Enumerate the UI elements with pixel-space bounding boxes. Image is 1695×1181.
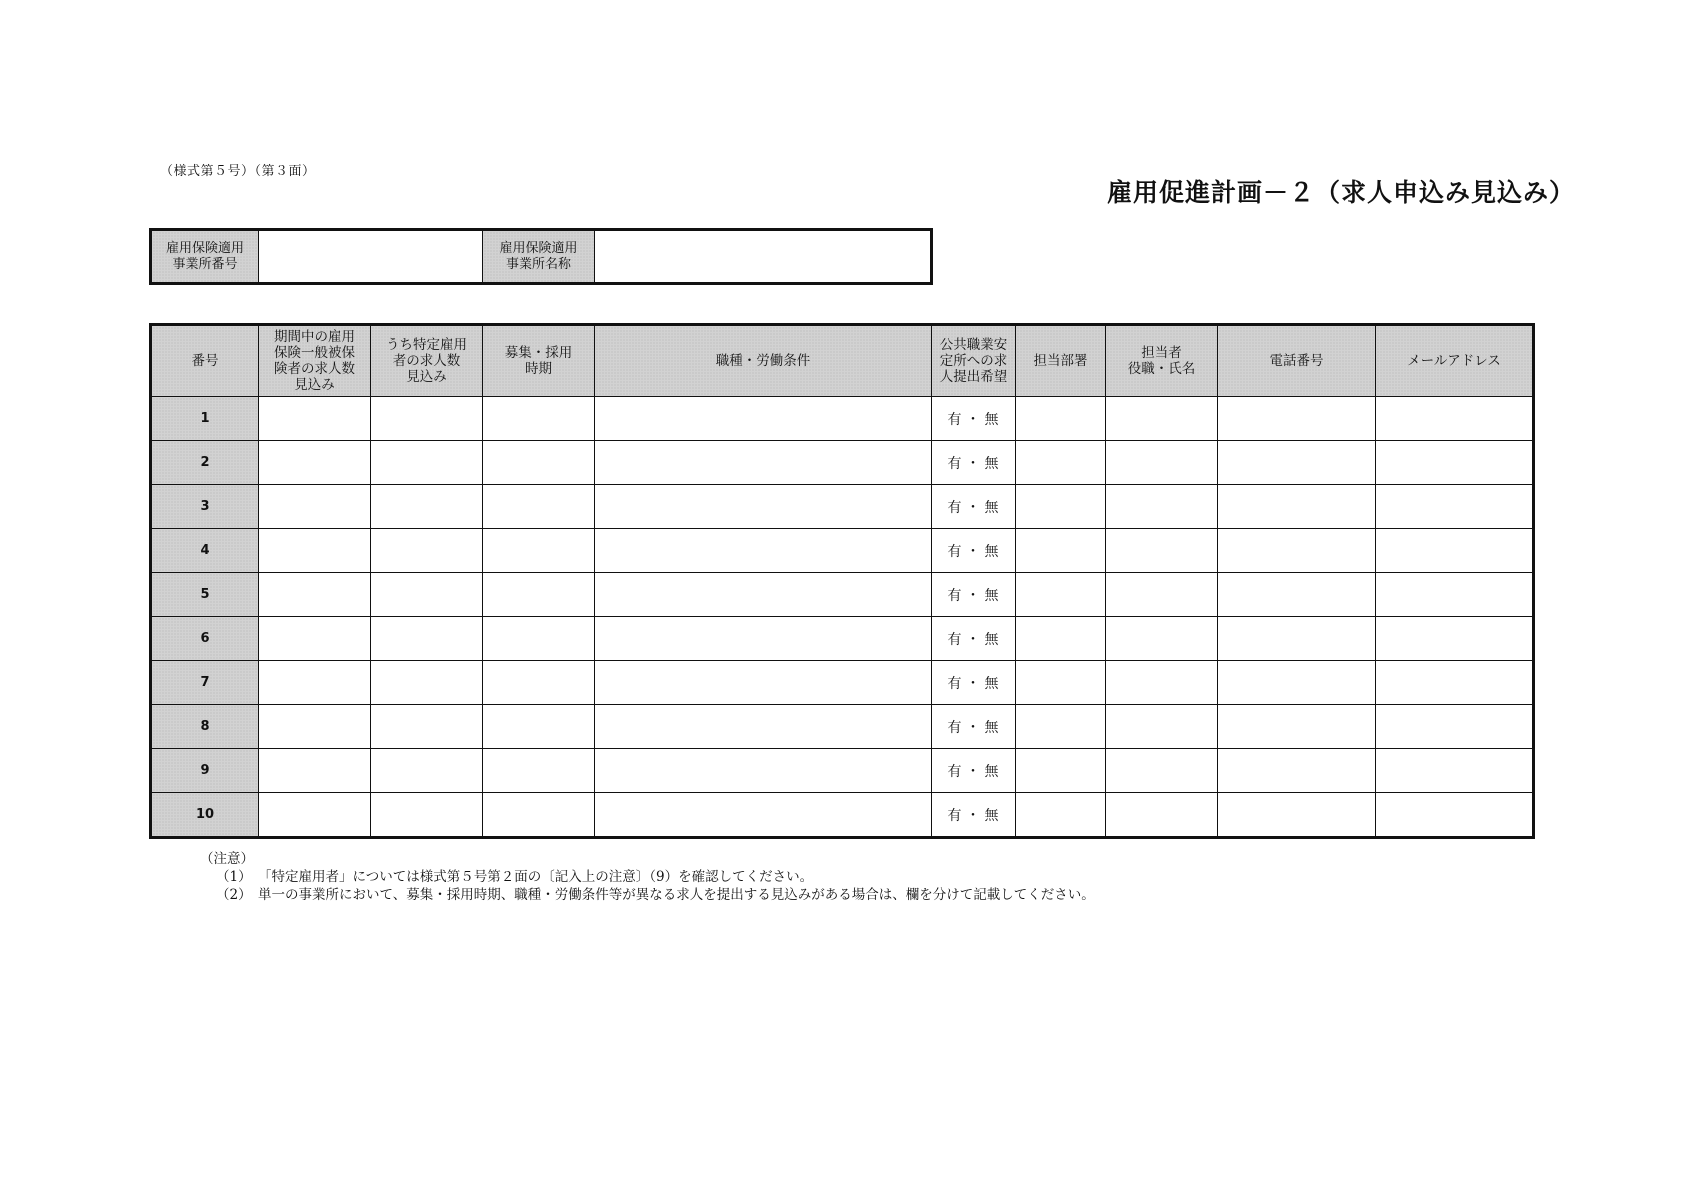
recruitment-period-cell[interactable]	[483, 661, 595, 705]
table-row	[151, 573, 1534, 617]
row-number: 2	[151, 441, 259, 485]
header-email: メールアドレス	[1376, 325, 1534, 397]
row-number: 3	[151, 485, 259, 529]
header-contact-person: 担当者 役職・氏名	[1106, 325, 1218, 397]
department-cell[interactable]	[1016, 617, 1106, 661]
email-cell[interactable]	[1376, 441, 1534, 485]
email-cell[interactable]	[1376, 617, 1534, 661]
recruitment-period-cell[interactable]	[483, 617, 595, 661]
job-conditions-cell[interactable]	[595, 661, 932, 705]
row-number: 5	[151, 573, 259, 617]
yes-option[interactable]: 有	[947, 631, 963, 648]
job-conditions-cell[interactable]	[595, 441, 932, 485]
hello-work-request-cell[interactable]	[932, 793, 1016, 838]
note-item	[200, 868, 1095, 886]
specified-offers-cell[interactable]	[371, 573, 483, 617]
row-number: 8	[151, 705, 259, 749]
row-number: 7	[151, 661, 259, 705]
contact-person-cell[interactable]	[1106, 793, 1218, 838]
job-conditions-cell[interactable]	[595, 397, 932, 441]
contact-person-cell[interactable]	[1106, 573, 1218, 617]
department-cell[interactable]	[1016, 397, 1106, 441]
hello-work-request-cell[interactable]	[932, 749, 1016, 793]
job-conditions-cell[interactable]	[595, 749, 932, 793]
table-row	[151, 705, 1534, 749]
total-offers-cell[interactable]	[259, 529, 371, 573]
contact-person-cell[interactable]	[1106, 485, 1218, 529]
specified-offers-cell[interactable]	[371, 529, 483, 573]
phone-cell[interactable]	[1218, 617, 1376, 661]
note-item	[200, 886, 1095, 904]
email-cell[interactable]	[1376, 573, 1534, 617]
email-cell[interactable]	[1376, 749, 1534, 793]
contact-person-cell[interactable]	[1106, 441, 1218, 485]
job-offer-table	[149, 323, 1535, 839]
note-text: 単一の事業所において、募集・採用時期、職種・労働条件等が異なる求人を提出する見込みがある場合は、欄を分けて記載してください。	[258, 887, 1095, 903]
contact-person-cell[interactable]	[1106, 705, 1218, 749]
job-conditions-cell[interactable]	[595, 573, 932, 617]
header-hello-work-request: 公共職業安 定所への求 人提出希望	[932, 325, 1016, 397]
total-offers-cell[interactable]	[259, 485, 371, 529]
note-marker: （1）	[216, 869, 252, 885]
table-row	[151, 617, 1534, 661]
phone-cell[interactable]	[1218, 397, 1376, 441]
email-cell[interactable]	[1376, 661, 1534, 705]
contact-person-cell[interactable]	[1106, 397, 1218, 441]
no-option[interactable]: 無	[984, 543, 1000, 560]
phone-cell[interactable]	[1218, 749, 1376, 793]
option-separator: ・	[966, 587, 981, 604]
yes-option[interactable]: 有	[947, 455, 963, 472]
row-number: 1	[151, 397, 259, 441]
recruitment-period-cell[interactable]	[483, 793, 595, 838]
specified-offers-cell[interactable]	[371, 397, 483, 441]
hello-work-request-cell[interactable]	[932, 397, 1016, 441]
option-separator: ・	[966, 807, 981, 824]
recruitment-period-cell[interactable]	[483, 441, 595, 485]
department-cell[interactable]	[1016, 573, 1106, 617]
table-row	[151, 529, 1534, 573]
header-total-job-offers: 期間中の雇用 保険一般被保 険者の求人数 見込み	[259, 325, 371, 397]
table-row	[151, 661, 1534, 705]
table-row	[151, 397, 1534, 441]
option-separator: ・	[966, 719, 981, 736]
email-cell[interactable]	[1376, 793, 1534, 838]
yes-option[interactable]: 有	[947, 807, 963, 824]
recruitment-period-cell[interactable]	[483, 397, 595, 441]
yes-option[interactable]: 有	[947, 675, 963, 692]
yes-option[interactable]: 有	[947, 763, 963, 780]
no-option[interactable]: 無	[984, 807, 1000, 824]
table-row	[151, 749, 1534, 793]
no-option[interactable]: 無	[984, 455, 1000, 472]
hello-work-request-cell[interactable]	[932, 661, 1016, 705]
table-row	[151, 441, 1534, 485]
recruitment-period-cell[interactable]	[483, 529, 595, 573]
total-offers-cell[interactable]	[259, 617, 371, 661]
department-cell[interactable]	[1016, 705, 1106, 749]
yes-option[interactable]: 有	[947, 543, 963, 560]
total-offers-cell[interactable]	[259, 573, 371, 617]
recruitment-period-cell[interactable]	[483, 705, 595, 749]
specified-offers-cell[interactable]	[371, 661, 483, 705]
table-row	[151, 485, 1534, 529]
recruitment-period-cell[interactable]	[483, 485, 595, 529]
header-number: 番号	[151, 325, 259, 397]
total-offers-cell[interactable]	[259, 661, 371, 705]
total-offers-cell[interactable]	[259, 749, 371, 793]
hello-work-request-cell[interactable]	[932, 705, 1016, 749]
hello-work-request-cell[interactable]	[932, 485, 1016, 529]
specified-offers-cell[interactable]	[371, 705, 483, 749]
no-option[interactable]: 無	[984, 675, 1000, 692]
office-name-field[interactable]	[595, 230, 932, 284]
option-separator: ・	[966, 499, 981, 516]
option-separator: ・	[966, 411, 981, 428]
row-number: 4	[151, 529, 259, 573]
phone-cell[interactable]	[1218, 705, 1376, 749]
email-cell[interactable]	[1376, 705, 1534, 749]
total-offers-cell[interactable]	[259, 397, 371, 441]
job-conditions-cell[interactable]	[595, 529, 932, 573]
option-separator: ・	[966, 543, 981, 560]
department-cell[interactable]	[1016, 793, 1106, 838]
option-separator: ・	[966, 631, 981, 648]
row-number: 9	[151, 749, 259, 793]
header-department: 担当部署	[1016, 325, 1106, 397]
department-cell[interactable]	[1016, 749, 1106, 793]
phone-cell[interactable]	[1218, 793, 1376, 838]
hello-work-request-cell[interactable]	[932, 441, 1016, 485]
job-conditions-cell[interactable]	[595, 793, 932, 838]
header-specified-job-offers: うち特定雇用 者の求人数 見込み	[371, 325, 483, 397]
page-title	[0, 173, 1575, 209]
option-separator: ・	[966, 675, 981, 692]
header-job-conditions: 職種・労働条件	[595, 325, 932, 397]
contact-person-cell[interactable]	[1106, 617, 1218, 661]
no-option[interactable]: 無	[984, 631, 1000, 648]
no-option[interactable]: 無	[984, 411, 1000, 428]
department-cell[interactable]	[1016, 529, 1106, 573]
no-option[interactable]: 無	[984, 499, 1000, 516]
header-phone: 電話番号	[1218, 325, 1376, 397]
notes-section	[200, 850, 1095, 904]
total-offers-cell[interactable]	[259, 441, 371, 485]
contact-person-cell[interactable]	[1106, 749, 1218, 793]
specified-offers-cell[interactable]	[371, 749, 483, 793]
office-number-label: 雇用保険適用 事業所番号	[151, 230, 259, 284]
table-row	[151, 793, 1534, 838]
no-option[interactable]: 無	[984, 719, 1000, 736]
email-cell[interactable]	[1376, 529, 1534, 573]
recruitment-period-cell[interactable]	[483, 749, 595, 793]
no-option[interactable]: 無	[984, 763, 1000, 780]
yes-option[interactable]: 有	[947, 499, 963, 516]
phone-cell[interactable]	[1218, 441, 1376, 485]
email-cell[interactable]	[1376, 485, 1534, 529]
specified-offers-cell[interactable]	[371, 485, 483, 529]
job-conditions-cell[interactable]	[595, 705, 932, 749]
specified-offers-cell[interactable]	[371, 441, 483, 485]
office-name-label: 雇用保険適用 事業所名称	[483, 230, 595, 284]
hello-work-request-cell[interactable]	[932, 529, 1016, 573]
note-marker: （2）	[216, 887, 252, 903]
page-title-text: 雇用促進計画－２（求人申込み見込み）	[1106, 178, 1575, 207]
contact-person-cell[interactable]	[1106, 661, 1218, 705]
yes-option[interactable]: 有	[947, 587, 963, 604]
job-conditions-cell[interactable]	[595, 617, 932, 661]
phone-cell[interactable]	[1218, 529, 1376, 573]
hello-work-request-cell[interactable]	[932, 573, 1016, 617]
department-cell[interactable]	[1016, 661, 1106, 705]
form-number-label: （様式第５号）（第３面）	[160, 164, 316, 179]
specified-offers-cell[interactable]	[371, 617, 483, 661]
row-number: 6	[151, 617, 259, 661]
option-separator: ・	[966, 763, 981, 780]
phone-cell[interactable]	[1218, 661, 1376, 705]
row-number: 10	[151, 793, 259, 838]
email-cell[interactable]	[1376, 397, 1534, 441]
phone-cell[interactable]	[1218, 485, 1376, 529]
contact-person-cell[interactable]	[1106, 529, 1218, 573]
office-number-field[interactable]	[259, 230, 483, 284]
notes-heading: （注意）	[200, 851, 254, 867]
yes-option[interactable]: 有	[947, 411, 963, 428]
note-text: 「特定雇用者」については様式第５号第２面の〔記入上の注意〕（9）を確認してください。	[258, 869, 814, 885]
option-separator: ・	[966, 455, 981, 472]
header-recruitment-period: 募集・採用 時期	[483, 325, 595, 397]
hello-work-request-cell[interactable]	[932, 617, 1016, 661]
yes-option[interactable]: 有	[947, 719, 963, 736]
phone-cell[interactable]	[1218, 573, 1376, 617]
total-offers-cell[interactable]	[259, 705, 371, 749]
no-option[interactable]: 無	[984, 587, 1000, 604]
office-info-table	[149, 228, 933, 285]
department-cell[interactable]	[1016, 485, 1106, 529]
total-offers-cell[interactable]	[259, 793, 371, 838]
recruitment-period-cell[interactable]	[483, 573, 595, 617]
job-conditions-cell[interactable]	[595, 485, 932, 529]
specified-offers-cell[interactable]	[371, 793, 483, 838]
department-cell[interactable]	[1016, 441, 1106, 485]
table-header-row	[151, 325, 1534, 397]
